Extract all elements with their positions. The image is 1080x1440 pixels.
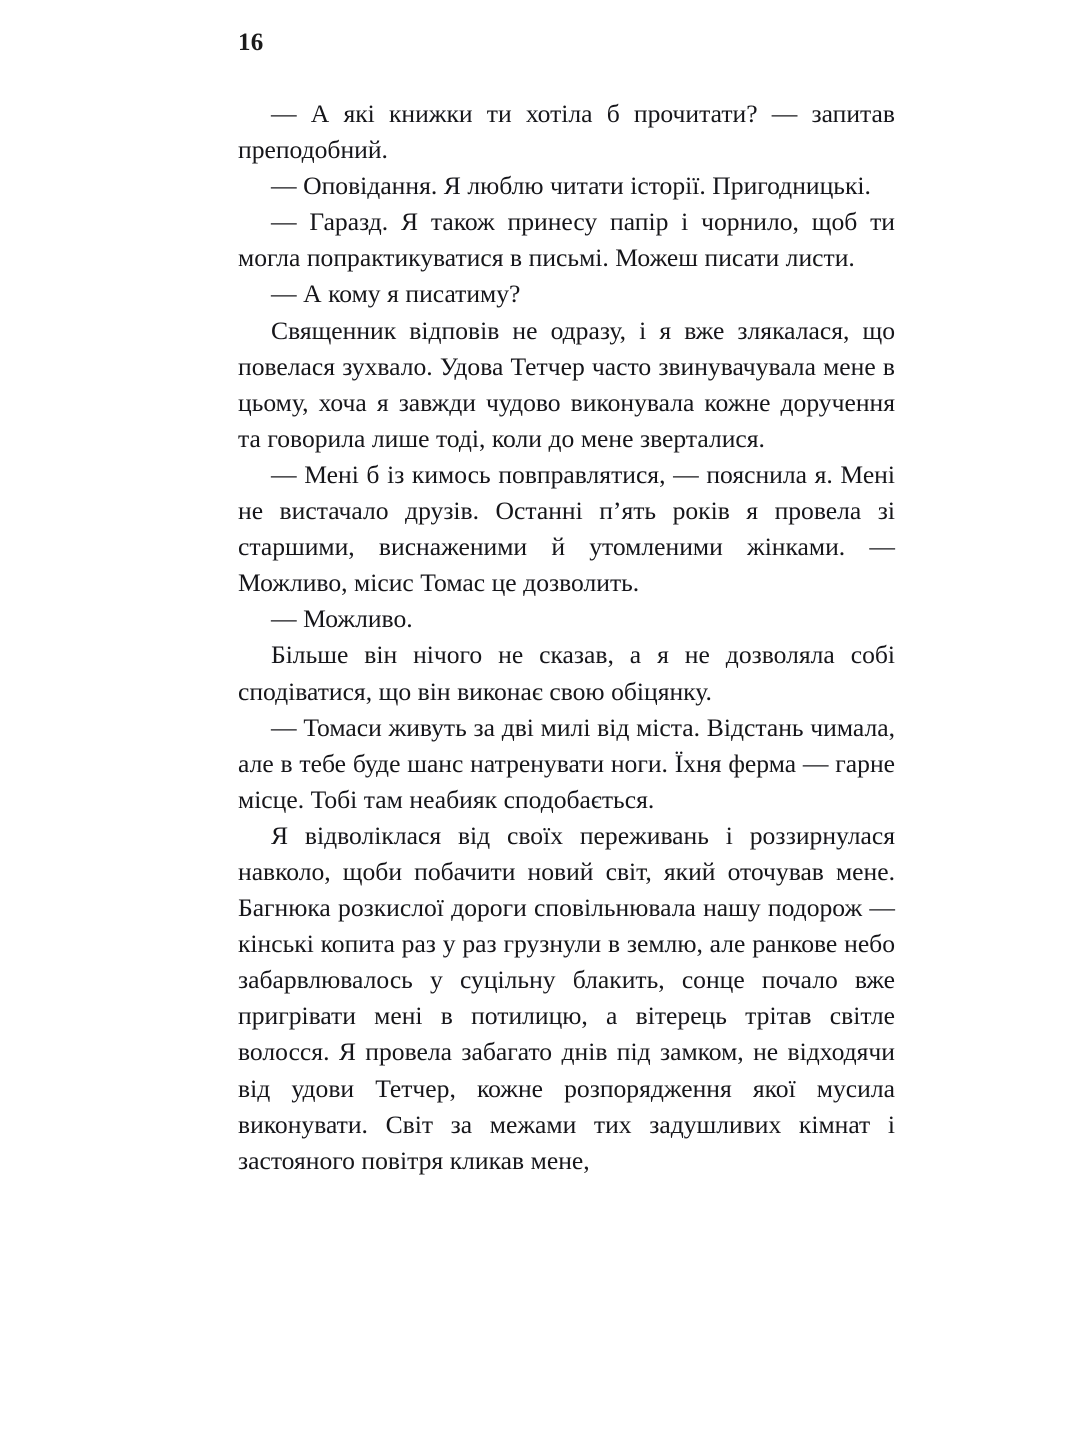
page-number: 16 [238,29,264,56]
paragraph: — А які книжки ти хотіла б прочитати? — запитав преподобний. [238,99,895,165]
body-text-block [238,96,895,1179]
paragraph: Священник відповів не одразу, і я вже злякалася, що повелася зухвало. Удова Тетчер часто звинувачувала мене в цьому, хоча я завжди чудово виконувала кожне доручення та говорила лише тоді, коли до мене зверталися. [238,315,895,453]
paragraph: — Можливо. [271,604,413,634]
paragraph: Я відволіклася від своїх переживань і роззирнулася навколо, щоби побачити новий світ, який оточував мене. Багнюка розкислої дороги сповільнювала нашу подорож — кінські копита раз у раз грузнули в землю, але ранкове небо забарвлювалось у суцільну блакить, сонце почало вже пригрівати мені в потилицю, а вітерець трітав світле волосся. Я провела забагато днів під замком, не відходячи від удови Тетчер, кожне розпорядження якої мусила виконувати. Світ за межами тих задушливих кімнат і застояного повітря кликав мене, [238,820,895,1175]
paragraph: — Томаси живуть за дві милі від міста. Відстань чимала, але в тебе буде шанс натренувати ноги. Їхня ферма — гарне місце. Тобі там неабияк сподобається. [238,712,895,814]
paragraph: — Гаразд. Я також принесу папір і чорнило, щоб ти могла попрактикуватися в письмі. Можеш писати листи. [238,207,895,273]
paragraph: — Мені б із кимось повправлятися, — пояснила я. Мені не вистачало друзів. Останні п’ять років я провела зі старшими, виснаженими й утомленими жінками. — Можливо, місис Томас це дозволить. [238,459,895,598]
paragraph: — А кому я писатиму? [271,279,521,309]
paragraph: — Оповідання. Я люблю читати історії. Пригодницькі. [271,171,871,201]
paragraph: Більше він нічого не сказав, а я не дозволяла собі сподіватися, що він виконає свою обіцянку. [238,640,895,706]
